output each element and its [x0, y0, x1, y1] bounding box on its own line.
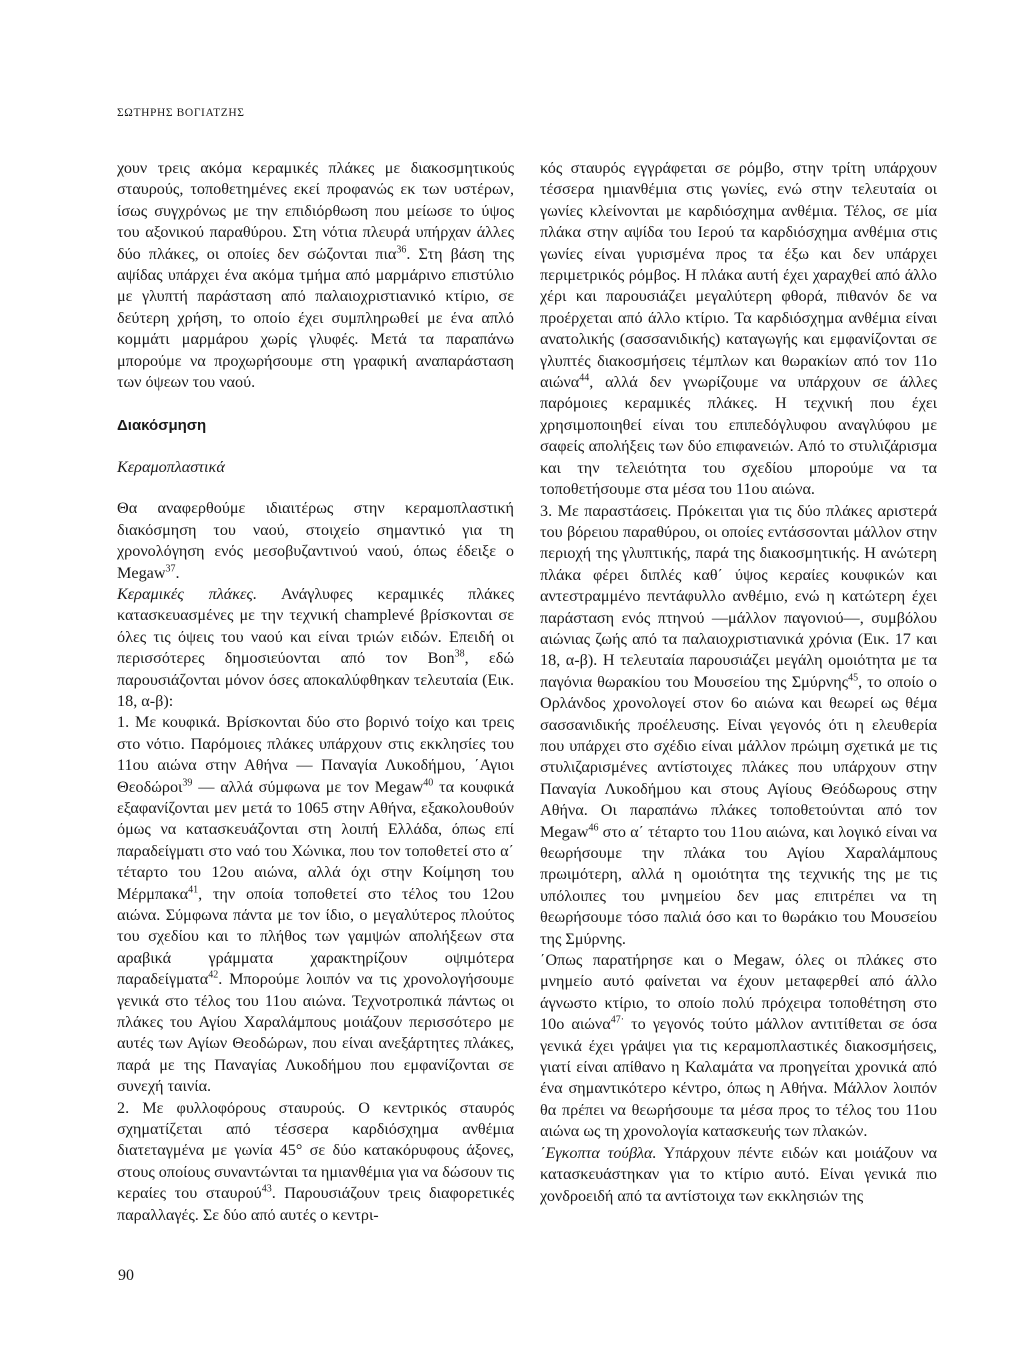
text: , αλλά δεν γνωρίζουμε να υπάρχουν σε άλλες παρόμοιες κεραμικές πλάκες. Η τεχνική που έχει χρησιμοποιηθεί είναι του επιπεδόγλυφου αναγλύφου με σαφείς απολήξεις των δύο επιφανειών. Από το στυλιζάρισμα και την τελειότητα του σχεδίου μπορούμε να τα τοποθετήσουμε στα μέσα του 11ου αιώνα.	[540, 373, 937, 499]
text: χουν τρεις ακόμα κεραμικές πλάκες με διακοσμητικούς σταυρούς, τοποθετημένες εκεί προφανώς εκ των υστέρων, ίσως συγχρόνως με την επιδιόρθωση που μείωσε το ύψος του αξονικού παραθύρου. Στη νότια πλευρά υπήρχαν άλλες δύο πλάκες, οι οποίες δεν σώζονται πια	[117, 159, 514, 263]
text: . Παρουσιάζουν τρεις διαφορετικές παραλλαγές. Σε δύο από αυτές ο κεντρι-	[117, 1184, 514, 1224]
page-number: 90	[118, 1267, 134, 1284]
footnote-ref[interactable]: 37	[165, 563, 176, 575]
inline-heading: ΄Εγκοπτα τούβλα.	[540, 1143, 657, 1162]
paragraph	[117, 1098, 514, 1226]
left-column	[117, 158, 514, 1226]
paragraph	[540, 1143, 937, 1207]
footnote-ref[interactable]: 39	[182, 777, 193, 789]
text: . Στη βάση της αψίδας υπάρχει ένα ακόμα τμήμα από μαρμάρινο επιστύλιο με γλυπτή παράσταση από παλαιοχριστιανικό κτίριο, σε δεύτερη χρήση, το οποίο έχει συμπληρωθεί με ένα απλό κομμάτι μαρμάρου χωρίς γλυφές. Μετά τα παραπάνω μπορούμε να προχωρήσουμε στη γραφική αναπαράσταση των όψεων του ναού.	[117, 244, 515, 392]
paragraph	[117, 498, 514, 584]
text: Ανάγλυφες κεραμικές πλάκες κατασκευασμένες με την τεχνική champlevé βρίσκονται σε όλες τις όψεις του ναού και είναι τριών ειδών. Επειδή οι περισσότερες δημοσιεύονται από τον Bon	[117, 584, 514, 668]
text: Θα αναφερθούμε ιδιαιτέρως στην κεραμοπλαστική διακόσμηση του ναού, στοιχείο σημαντικό για τη χρονολόγηση ενός μεσοβυζαντινού ναού, όπως έδειξε ο Megaw	[117, 499, 514, 582]
text: . Μπορούμε λοιπόν να τις χρονολογήσουμε γενικά στο τέλος του 11ου αιώνα. Τεχνοτροπικά πάντως οι πλάκες του Αγίου Χαραλάμπους μοιάζουν περισσότερο με αυτές των Αγίων Θεοδώρων, που είναι ανεξάρτητες πλάκες, παρά με της Παναγίας Λυκοδήμου που εμφανίζονται σε συνεχή ταινία.	[117, 970, 514, 1096]
right-column	[540, 158, 937, 1207]
section-heading: Διακόσμηση	[117, 417, 207, 435]
footnote-ref[interactable]: 46	[588, 822, 599, 834]
paragraph	[540, 501, 937, 951]
text: , την οποία τοποθετεί στο τέλος του 12ου αιώνα. Σύμφωνα πάντα με τον ίδιο, ο μεγαλύτερος πλούτος του σχεδίου και το πλήθος των γαμψών απολήξεων στα αραβικά γράμματα χαρακτηρίζουν οψιμότερα παραδείγματα	[117, 884, 514, 989]
text: 1. Με κουφικά. Βρίσκονται δύο στο βορινό τοίχο και τρεις στο νότιο. Παρόμοιες πλάκες υπάρχουν στις εκκλησίες του 11ου αιώνα στην Αθήνα — Παναγία Λυκοδήμου, ΄Αγιοι Θεοδώροι	[117, 713, 514, 796]
footnote-ref[interactable]: 36	[396, 244, 407, 256]
footnote-ref[interactable]: 47·	[610, 1014, 625, 1026]
text: το γεγονός τούτο μάλλον αντιτίθεται σε όσα γενικά έχει γράψει για τις κεραμοπλαστικές διακοσμήσεις, γιατί είναι απίθανο η Καλαμάτα να προηγείται χρονικά από ένα σημαντικότερο κέντρο, όπως η Αθήνα. Μάλλον λοιπόν θα πρέπει να θεωρήσουμε τα μέσα προς το τέλος του 11ου αιώνα ως τη χρονολογία κατασκευής των πλακών.	[540, 1015, 937, 1141]
text: 3. Με παραστάσεις. Πρόκειται για τις δύο πλάκες αριστερά του βόρειου παραθύρου, οι οποίες εντάσσονται μάλλον στην περιοχή της γλυπτικής, παρά της διακοσμητικής. Η ανώτερη πλάκα φέρει διπλές καθ΄ ύψος κεραίες κουφικών και αντεστραμμένο πεντάφυλλο ανθέμιο, ενώ η κατώτερη έχει παράσταση ενός πτηνού —μάλλον παγονιού—, συμβόλου αιώνιας ζωής από τα παλαιοχριστιανικά χρόνια (Εικ. 17 και 18, α-β). Η τελευταία παρουσιάζει μεγάλη ομοιότητα με τα παγόνια θωρακίου του Μουσείου της Σμύρνης	[540, 501, 937, 691]
footnote-ref[interactable]: 38	[454, 648, 465, 660]
paragraph	[117, 158, 514, 393]
footnote-ref[interactable]: 42	[208, 969, 219, 981]
running-header: ΣΩΤΗΡΗΣ ΒΟΓΙΑΤΖΗΣ	[117, 107, 245, 119]
subsection-heading: Κεραμοπλαστικά	[117, 457, 225, 476]
paragraph	[540, 158, 937, 501]
text: , το οποίο ο Ορλάνδος χρονολογεί στον 6ο αιώνα και θεωρεί ως θέμα σασσανιδικής προέλευσης. Είναι γεγονός ότι η ελευθερία που υπάρχει στο σχέδιο είναι μάλλον πρώιμη σχετικά με τις στυλιζαρισμένες αντίστοιχες πλάκες που υπάρχουν στην Παναγία Λυκοδήμου και στους Αγίους Θεόδωρους στην Αθήνα. Οι παραπάνω πλάκες τοποθετούνται από τον Megaw	[540, 672, 937, 841]
text: στο α΄ τέταρτο του 11ου αιώνα, και λογικό είναι να θεωρήσουμε την πλάκα του Αγίου Χαραλάμπους πρωιμότερη, αλλά η ομοιότητα της τεχνικής της με τις υπόλοιπες του μνημείου δεν μας επιτρέπει να τη θεωρήσουμε τόσο παλιά όσο και το θωράκιο του Μουσείου της Σμύρνης.	[540, 822, 937, 948]
footnote-ref[interactable]: 40	[423, 777, 434, 789]
paragraph	[117, 712, 514, 1097]
footnote-ref[interactable]: 43	[261, 1183, 272, 1195]
text: Υπάρχουν πέντε ειδών και μοιάζουν να κατασκευάστηκαν για το κτίριο αυτό. Είναι γενικά πιο χονδροειδή από τα αντίστοιχα των εκκλησιών της	[540, 1143, 937, 1205]
text: — αλλά σύμφωνα με τον Megaw	[192, 777, 424, 796]
footnote-ref[interactable]: 41	[188, 884, 199, 896]
text: 2. Με φυλλοφόρους σταυρούς. Ο κεντρικός σταυρός σχηματίζεται από τέσσερα καρδιόσχημα ανθέμια διατεταγμένα με γωνία 45° σε δύο κατακόρυφους άξονες, στους οποίους συναντώνται τα ημιανθέμια για να δώσουν τις κεραίες του σταυρού	[117, 1098, 514, 1203]
paragraph	[540, 950, 937, 1143]
text: κός σταυρός εγγράφεται σε ρόμβο, στην τρίτη υπάρχουν τέσσερα ημιανθέμια στις γωνίες, ενώ στην τελευταία οι γωνίες κλείνονται με καρδιόσχημα ανθέμια. Τέλος, σε μία πλάκα στην αψίδα του Ιερού τα καρδιόσχημα ανθέμια στις γωνίες είναι γυρισμένα προς τα έξω και δεν υπάρχει περιμετρικός ρόμβος. Η πλάκα αυτή έχει χαραχθεί από άλλο χέρι και παρουσιάζει μεγαλύτερη φθορά, πιθανόν δε να προέρχεται από άλλο κτίριο. Τα καρδιόσχημα ανθέμια είναι ανατολικής (σασσανιδικής) καταγωγής και εμφανίζονται σε γλυπτές διακοσμήσεις τέμπλων και θωρακίων από τον 11ο αιώνα	[540, 159, 937, 392]
text: ΄Οπως παρατήρησε και ο Megaw, όλες οι πλάκες στο μνημείο αυτό φαίνεται να έχουν μεταφερθεί από άλλο άγνωστο κτίριο, το οποίο πολύ πρόχειρα τοποθέτηση στο 10ο αιώνα	[540, 951, 937, 1034]
inline-heading: Κεραμικές πλάκες.	[117, 584, 258, 603]
paragraph	[117, 584, 514, 712]
footnote-ref[interactable]: 45	[848, 672, 859, 684]
text: τα κουφικά εξαφανίζονται μεν μετά το 1065 στην Αθήνα, εξακολουθούν όμως να κατασκευάζονται στη λοιπή Ελλάδα, όπως επί παραδείγματι στο ναό του Χώνικα, που τον τοποθετεί στο α΄ τέταρτο του 12ου αιώνα, αλλά όχι στην Κοίμηση του Μέρμπακα	[117, 777, 514, 903]
text: , εδώ παρουσιάζονται μόνον όσες αποκαλύφθηκαν τελευταία (Εικ. 18, α-β):	[117, 649, 514, 710]
text: .	[175, 563, 180, 582]
footnote-ref[interactable]: 44	[579, 372, 590, 384]
